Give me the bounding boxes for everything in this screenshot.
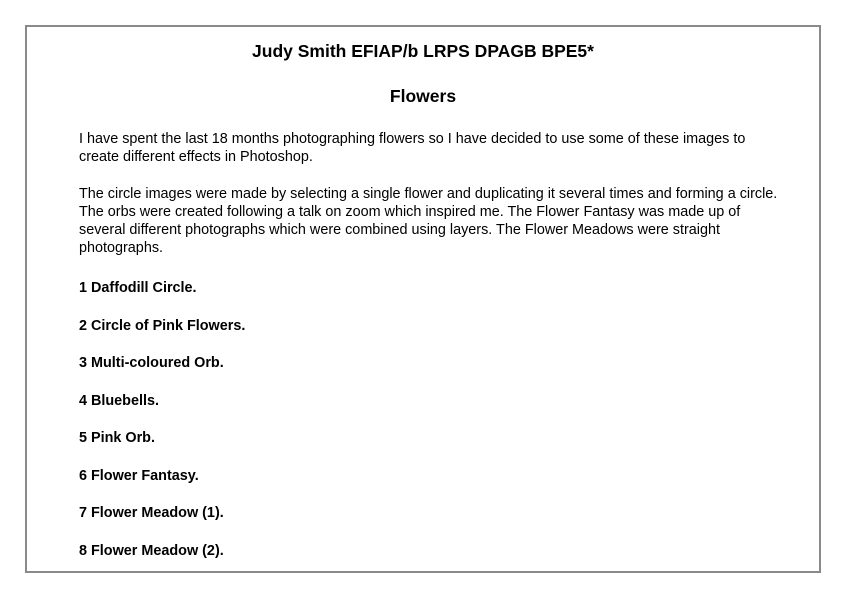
description-paragraph: The circle images were made by selecting a single flower and duplicating it several times and forming a circle. The orbs were created following a talk on zoom which inspired me. The Flower Fantasy was made up of several different photographs which were combined using layers. The Flower Meadows were straight photographs. [79, 186, 778, 256]
page-title: Flowers [389, 86, 457, 106]
list-item: 4 Bluebells. [79, 392, 159, 409]
list-item: 1 Daffodill Circle. [79, 280, 197, 296]
intro-paragraph: I have spent the last 18 months photographing flowers so I have decided to use some of these images to create different effects in Photoshop. [79, 131, 746, 165]
list-item: 7 Flower Meadow (1). [79, 505, 224, 521]
list-item: 8 Flower Meadow (2). [79, 542, 224, 559]
image-list [79, 279, 245, 579]
list-item: 2 Circle of Pink Flowers. [79, 317, 246, 334]
list-item: 3 Multi-coloured Orb. [79, 355, 224, 371]
list-item: 6 Flower Fantasy. [79, 467, 199, 484]
list-item: 5 Pink Orb. [79, 430, 155, 446]
author-heading: Judy Smith EFIAP/b LRPS DPAGB BPE5* [252, 41, 594, 61]
document-page [25, 25, 821, 573]
